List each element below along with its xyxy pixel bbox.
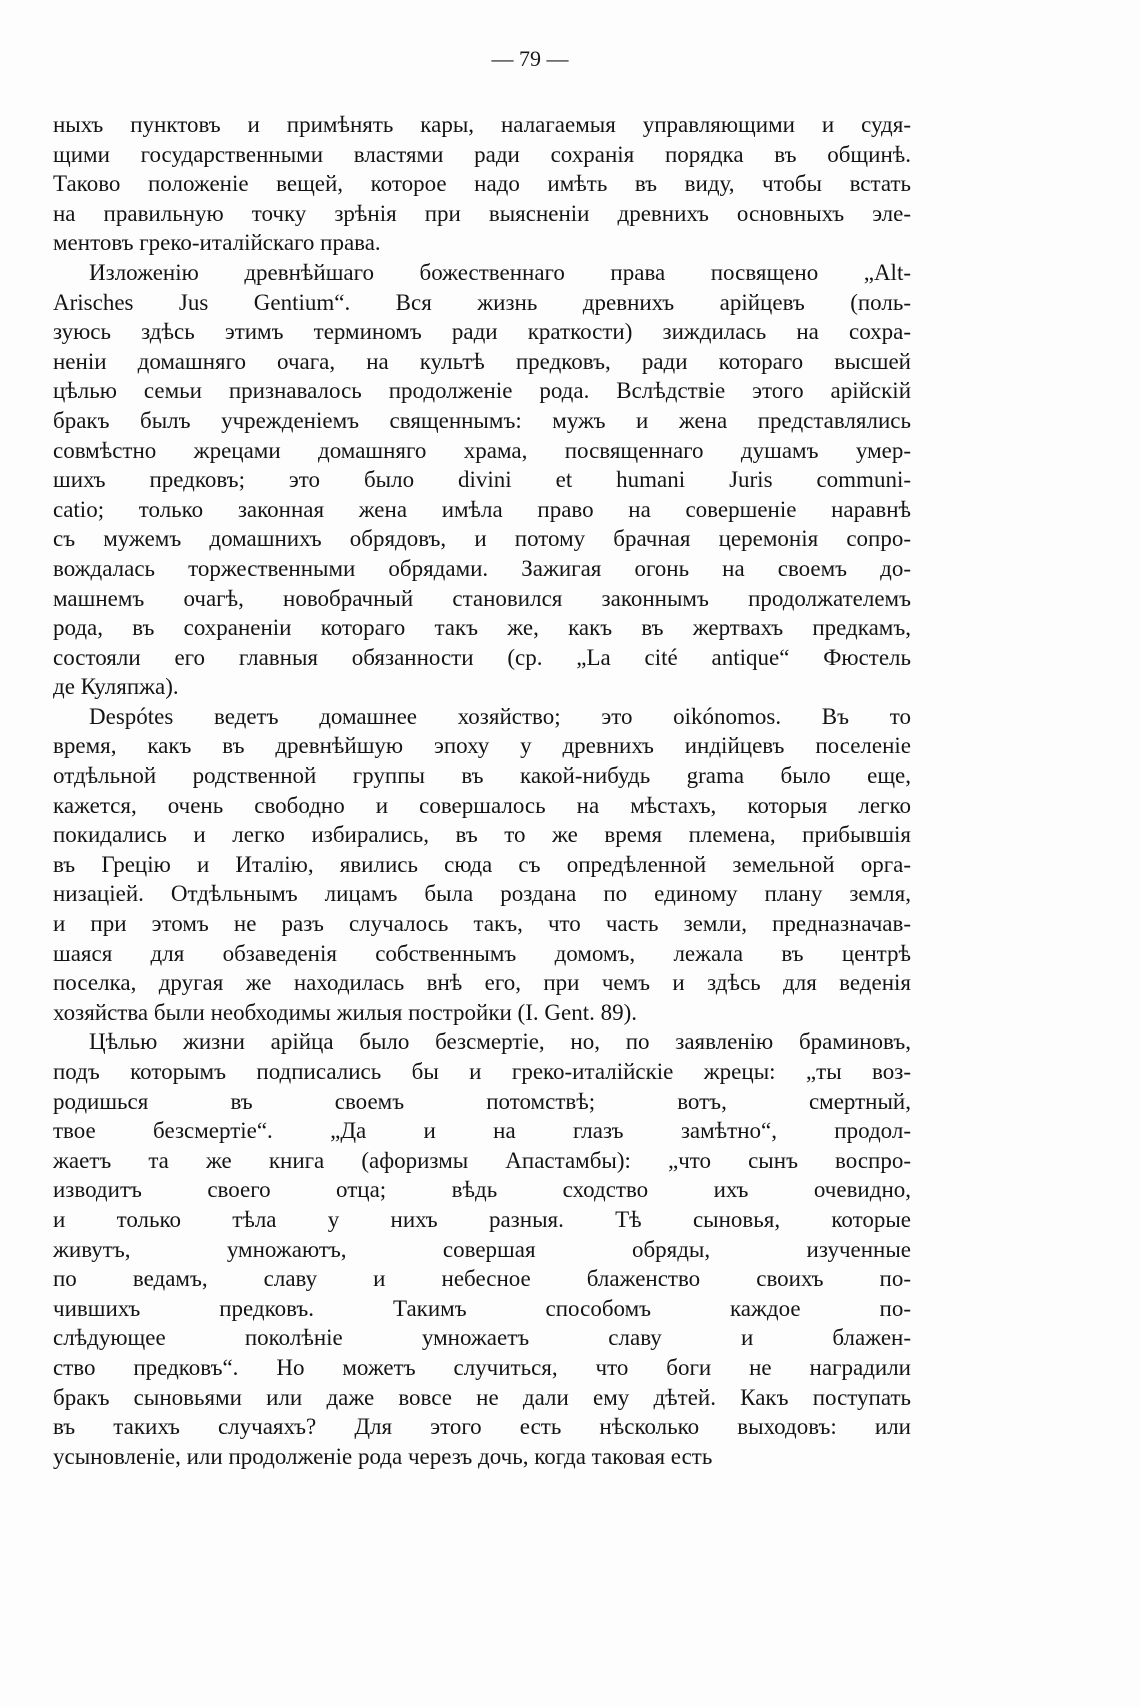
text-line: шихъ предковъ; это было divini et humani Juris communi- (53, 467, 911, 493)
text-line: Arisches Jus Gentium“. Вся жизнь древнихъ арійцевъ (поль- (53, 289, 911, 315)
paragraph (53, 702, 911, 1028)
text-line: ство предковъ“. Но можетъ случиться, что боги не наградили (53, 1354, 911, 1380)
text-line: по ведамъ, славу и небесное блаженство своихъ по- (53, 1266, 911, 1292)
text-line: въ Грецію и Италію, явились сюда съ опредѣленной земельной орга- (53, 851, 911, 877)
text-line: твое безсмертіе“. „Да и на глазъ замѣтно“, продол- (53, 1118, 911, 1144)
text-line: совмѣстно жрецами домашняго храма, посвященнаго душамъ умер- (53, 437, 911, 463)
text-line: шаяся для обзаведенія собственнымъ домомъ, лежала въ центрѣ (53, 940, 911, 966)
text-line: съ мужемъ домашнихъ обрядовъ, и потому брачная церемонія сопро- (53, 526, 911, 552)
text-line: catio; только законная жена имѣла право на совершеніе наравнѣ (53, 496, 911, 522)
text-line: состояли его главныя обязанности (ср. „La cité antique“ Фюстель (53, 644, 911, 670)
body-text (53, 110, 911, 1471)
text-line: Изложенію древнѣйшаго божественнаго права посвящено „Alt- (89, 259, 911, 285)
text-line: неніи домашняго очага, на культѣ предковъ, ради котораго высшей (53, 348, 911, 374)
paragraph (53, 110, 911, 258)
text-line: въ такихъ случаяхъ? Для этого есть нѣсколько выходовъ: или (53, 1414, 911, 1440)
text-line: на правильную точку зрѣнія при выясненіи древнихъ основныхъ эле- (53, 200, 911, 226)
page-number: — 79 — (491, 46, 569, 71)
text-line: живутъ, умножаютъ, совершая обряды, изученные (53, 1236, 911, 1262)
text-line: хозяйства были необходимы жилыя постройки (I. Gent. 89). (53, 999, 637, 1025)
text-line: и только тѣла у нихъ разныя. Тѣ сыновья, которые (53, 1206, 911, 1232)
text-line: жаетъ та же книга (афоризмы Апастамбы): „что сынъ воспро- (53, 1147, 911, 1173)
text-line: усыновленіе, или продолженіе рода черезъ дочь, когда таковая есть (53, 1443, 713, 1469)
text-line: и при этомъ не разъ случалось такъ, что часть земли, предназначав- (53, 911, 911, 937)
text-line: бракъ былъ учрежденіемъ священнымъ: мужъ и жена представлялись (53, 407, 911, 433)
text-line: слѣдующее поколѣніе умножаетъ славу и блажен- (53, 1325, 911, 1351)
paragraph (53, 258, 911, 702)
text-line: Despótes ведетъ домашнее хозяйство; это oikónomos. Въ то (89, 703, 911, 729)
text-line: зуюсь здѣсь этимъ терминомъ ради краткости) зиждилась на сохра- (53, 319, 911, 345)
text-line: покидались и легко избирались, въ то же время племена, прибывшія (53, 822, 911, 848)
text-line: поселка, другая же находилась внѣ его, при чемъ и здѣсь для веденія (53, 970, 911, 996)
text-line: изводитъ своего отца; вѣдь сходство ихъ очевидно, (53, 1177, 911, 1203)
text-line: время, какъ въ древнѣйшую эпоху у древнихъ индійцевъ поселеніе (53, 733, 911, 759)
text-line: ныхъ пунктовъ и примѣнять кары, налагаемыя управляющими и судя- (53, 112, 911, 137)
paragraph (53, 1027, 911, 1471)
text-line: отдѣльной родственной группы въ какой-нибудь grama было еще, (53, 763, 911, 789)
text-line: бракъ сыновьями или даже вовсе не дали ему дѣтей. Какъ поступать (53, 1384, 911, 1410)
text-line: де Куляпжа). (53, 674, 179, 700)
text-line: рода, въ сохраненіи котораго такъ же, какъ въ жертвахъ предкамъ, (53, 615, 911, 641)
text-line: подъ которымъ подписались бы и греко-италійскіе жрецы: „ты воз- (53, 1059, 911, 1084)
text-line: кажется, очень свободно и совершалось на мѣстахъ, которыя легко (53, 792, 911, 818)
text-line: щими государственными властями ради сохранія порядка въ общинѣ. (53, 141, 911, 167)
text-line: чившихъ предковъ. Такимъ способомъ каждое по- (53, 1295, 911, 1321)
text-line: ментовъ греко-италійскаго права. (53, 230, 381, 256)
text-line: Таково положеніе вещей, которое надо имѣть въ виду, чтобы встать (53, 171, 911, 197)
text-line: вождалась торжественными обрядами. Зажигая огонь на своемъ до- (53, 555, 911, 581)
text-line: Цѣлью жизни арійца было безсмертіе, но, по заявленію браминовъ, (89, 1029, 911, 1055)
text-line: машнемъ очагѣ, новобрачный становился законнымъ продолжателемъ (53, 585, 911, 611)
text-line: родишься въ своемъ потомствѣ; вотъ, смертный, (53, 1088, 911, 1114)
text-line: низацiей. Отдѣльнымъ лицамъ была роздана по единому плану земля, (53, 881, 911, 907)
text-line: цѣлью семьи признавалось продолженіе рода. Вслѣдствіе этого арійскій (53, 378, 911, 404)
